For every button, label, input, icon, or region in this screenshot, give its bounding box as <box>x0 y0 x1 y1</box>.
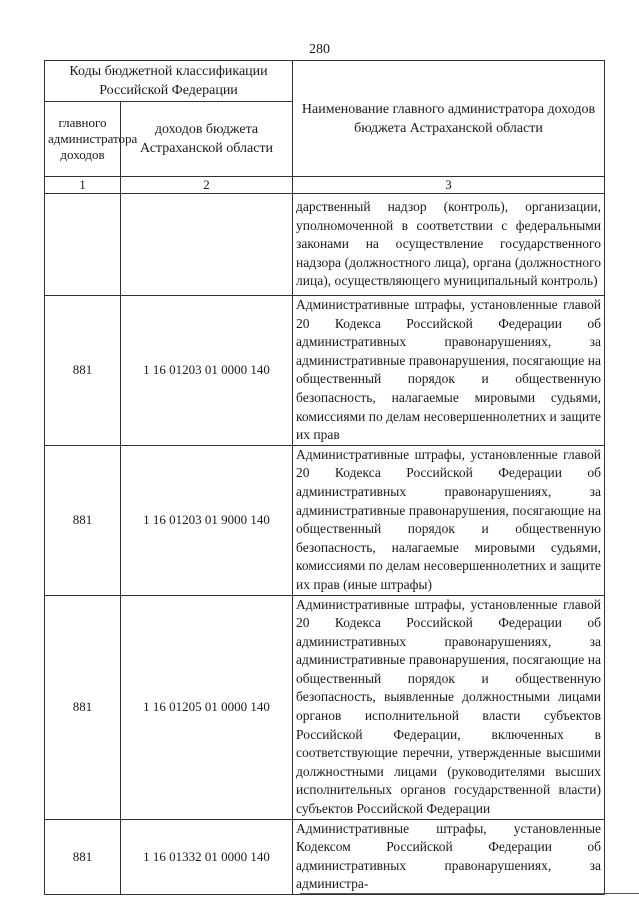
column-number-3: 3 <box>293 177 605 194</box>
admin-code-cell <box>45 194 121 296</box>
administrator-description: Административные штрафы, установленные Кодексом Российской Федерации об административных правонарушениях, за администра- <box>293 819 605 894</box>
income-code-cell: 1 16 01203 01 9000 140 <box>121 445 293 595</box>
income-code-cell: 1 16 01205 01 0000 140 <box>121 595 293 819</box>
income-code-cell <box>121 194 293 296</box>
administrator-description: Административные штрафы, установленные главой 20 Кодекса Российской Федерации об административных правонарушениях, за административные правонарушения, посягающие на общественный порядок и общественную безопасность, налагаемые мировыми судьями, комиссиями по делам несовершеннолетних и защите их прав <box>293 296 605 446</box>
income-code-cell: 1 16 01203 01 0000 140 <box>121 296 293 446</box>
table-row <box>45 819 605 894</box>
page-edge-line <box>300 893 639 894</box>
page-number: 280 <box>309 42 330 57</box>
header-income-code: доходов бюджета Астраханской области <box>121 102 293 177</box>
administrator-description: Административные штрафы, установленные главой 20 Кодекса Российской Федерации об административных правонарушениях, за административные правонарушения, посягающие на общественный порядок и общественную безопасность, выявленные должностными лицами органов исполнительной власти субъектов Российской Федерации, включенных в соответствующие перечни, утвержденные высшими должностными лицами (руководителями высших исполнительных органов государственной власти) субъектов Российской Федерации <box>293 595 605 819</box>
income-code-cell: 1 16 01332 01 0000 140 <box>121 819 293 894</box>
column-number-1: 1 <box>45 177 121 194</box>
admin-code-cell: 881 <box>45 296 121 446</box>
header-admin-code: главного администратора доходов <box>45 102 121 177</box>
table-row <box>45 445 605 595</box>
header-budget-codes: Коды бюджетной классификации Российской Федерации <box>45 61 293 102</box>
admin-code-cell: 881 <box>45 595 121 819</box>
budget-classification-table <box>44 60 605 895</box>
administrator-description: дарственный надзор (контроль), организации, уполномоченной в соответствии с федеральными законами на осуществление государственного надзора (должностного лица), органа (должностного лица), осуществляющего муниципальный контроль) <box>293 194 605 296</box>
table-row <box>45 194 605 296</box>
admin-code-cell: 881 <box>45 819 121 894</box>
admin-code-cell: 881 <box>45 445 121 595</box>
table-row <box>45 595 605 819</box>
administrator-description: Административные штрафы, установленные главой 20 Кодекса Российской Федерации об административных правонарушениях, за административные правонарушения, посягающие на общественный порядок и общественную безопасность, налагаемые мировыми судьями, комиссиями по делам несовершеннолетних и защите их прав (иные штрафы) <box>293 445 605 595</box>
header-administrator-name: Наименование главного администратора доходов бюджета Астраханской области <box>293 61 605 177</box>
column-number-2: 2 <box>121 177 293 194</box>
table-row <box>45 296 605 446</box>
